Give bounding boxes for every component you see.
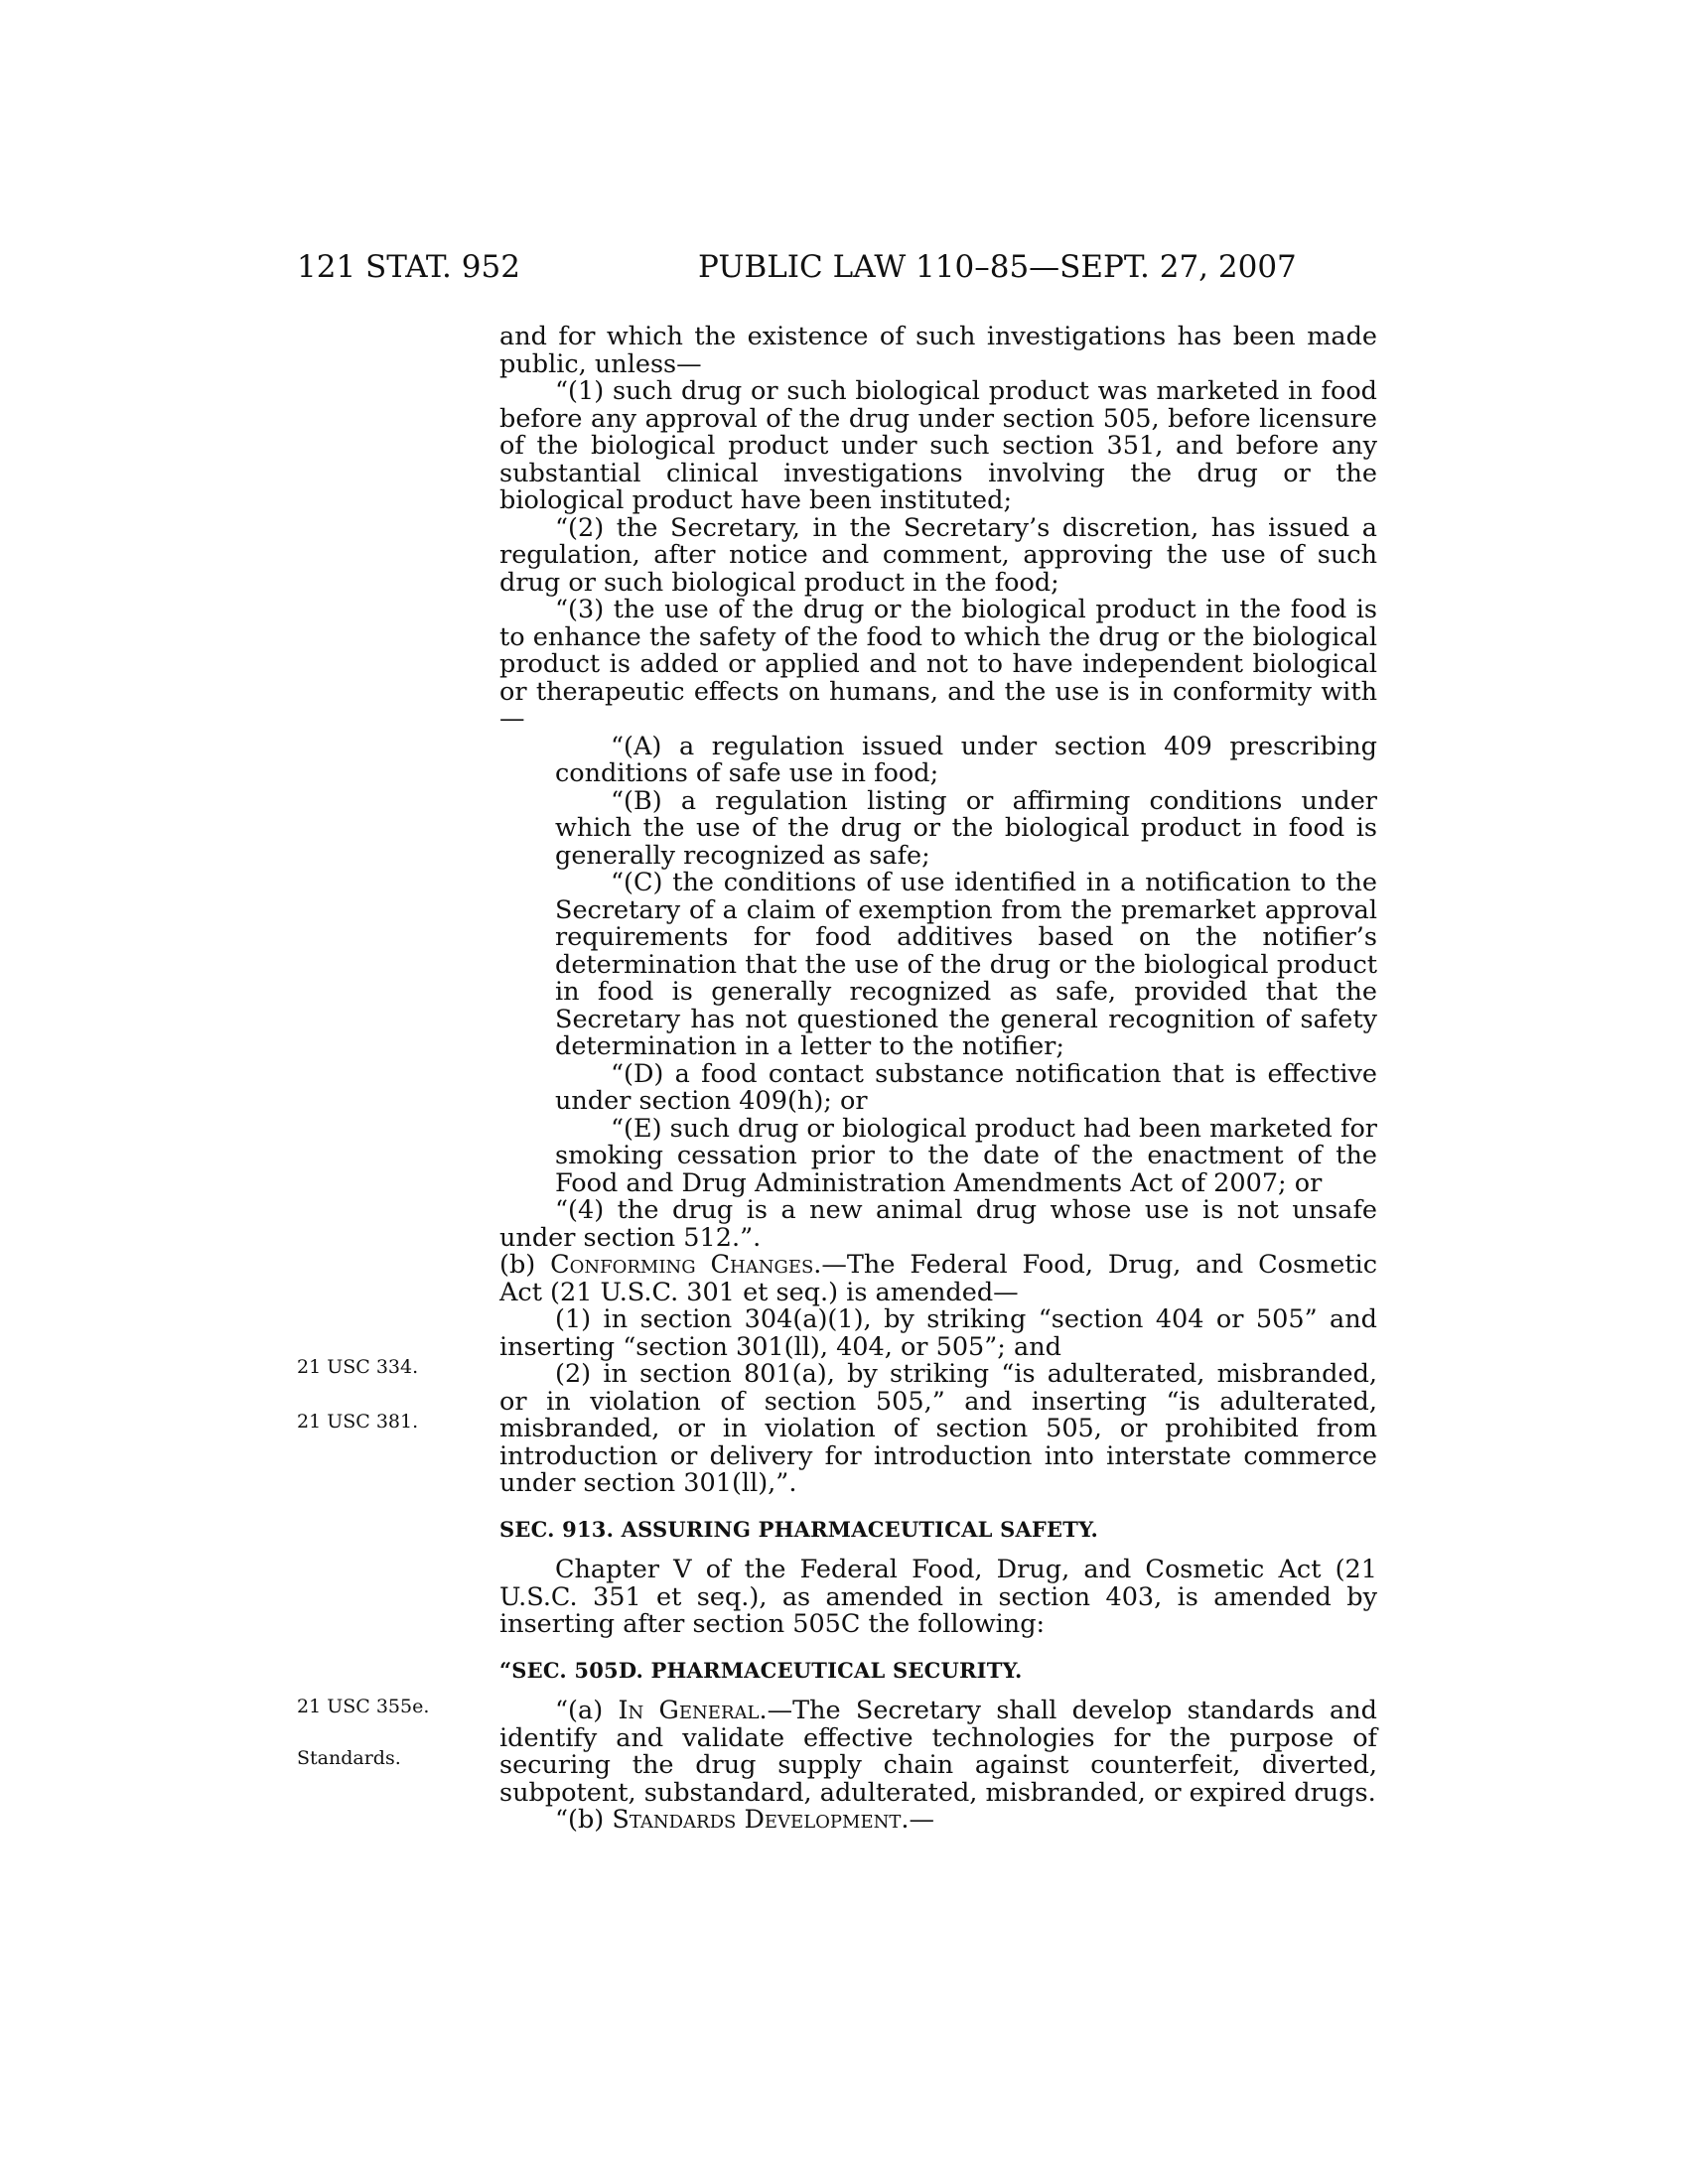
subsection-dash: — bbox=[909, 1805, 934, 1835]
margin-note-usc334: 21 USC 334. bbox=[297, 1356, 419, 1378]
paragraph-a: “(A) a regulation issued under section 409 prescribing conditions of safe use in food; bbox=[555, 731, 1377, 788]
subsection-heading: Standards Development. bbox=[612, 1805, 910, 1835]
paragraph-505d-b bbox=[499, 1807, 1377, 1835]
paragraph-b: “(B) a regulation listing or affirming conditions under which the use of the drug or the biological product in food is generally recognized as safe; bbox=[555, 785, 1377, 871]
section-505d-heading: “SEC. 505D. PHARMACEUTICAL SECURITY. bbox=[499, 1657, 1023, 1683]
paragraph-conforming-1: (1) in section 304(a)(1), by striking “section 404 or 505” and inserting “section 301(ll), 404, or 505”; and bbox=[499, 1304, 1377, 1362]
margin-note-usc381: 21 USC 381. bbox=[297, 1411, 419, 1433]
subsection-heading: In General. bbox=[618, 1696, 768, 1725]
paragraph-913: Chapter V of the Federal Food, Drug, and Cosmetic Act (21 U.S.C. 351 et seq.), as amended in section 403, is amended by inserting after section 505C the following: bbox=[499, 1555, 1377, 1639]
document-body bbox=[499, 324, 1377, 1835]
paragraph-e: “(E) such drug or biological product had been marketed for smoking cessation prior to the date of the enactment of the Food and Drug Administration Amendments Act of 2007; or bbox=[555, 1113, 1377, 1198]
subsection-label: “(b) bbox=[555, 1805, 613, 1835]
paragraph-d: “(D) a food contact substance notification that is effective under section 409(h); or bbox=[555, 1058, 1377, 1116]
paragraph-intro: and for which the existence of such investigations has been made public, unless— bbox=[499, 322, 1377, 379]
margin-note-standards: Standards. bbox=[297, 1747, 401, 1769]
subsection-label: (b) bbox=[499, 1250, 551, 1280]
paragraph-c: “(C) the conditions of use identified in a notification to the Secretary of a claim of exemption from the premarket approval requirements for food additives based on the notifier’s determination that the use of the drug or the biological product in food is generally recognized as safe, provided that the Secretary has not questioned the general recognition of safety determination in a letter to the notifier; bbox=[555, 868, 1377, 1061]
paragraph-3: “(3) the use of the drug or the biological product in the food is to enhance the safety of the food to which the drug or the biological product is added or applied and not to have independent biological or therapeutic effects on humans, and the use is in conformity with— bbox=[499, 595, 1377, 734]
paragraph-conforming-2: (2) in section 801(a), by striking “is adulterated, misbranded, or in violation of section 505,” and inserting “is adulterated, misbranded, or in violation of section 505, or prohibited from introduction or delivery for introduction into interstate commerce under section 301(ll),”. bbox=[499, 1359, 1377, 1498]
page-stat-number: 121 STAT. 952 bbox=[297, 249, 520, 285]
subsection-heading: Conforming Changes. bbox=[550, 1250, 822, 1280]
subsection-label: “(a) bbox=[555, 1696, 619, 1725]
paragraph-conforming bbox=[499, 1252, 1377, 1306]
subsection-text: —The Federal Food, Drug, and Cosmetic Act (21 U.S.C. 301 et seq.) is amended— bbox=[499, 1250, 1377, 1307]
paragraph-505d-a bbox=[499, 1698, 1377, 1807]
section-913-heading: SEC. 913. ASSURING PHARMACEUTICAL SAFETY. bbox=[499, 1516, 1099, 1542]
margin-note-usc355e: 21 USC 355e. bbox=[297, 1696, 430, 1717]
paragraph-2: “(2) the Secretary, in the Secretary’s discretion, has issued a regulation, after notice and comment, approving the use of such drug or such biological product in the food; bbox=[499, 512, 1377, 598]
paragraph-1: “(1) such drug or such biological product was marketed in food before any approval of the drug under section 505, before licensure of the biological product under such section 351, and before any substantial clinical investigations involving the drug or the biological product have been instituted; bbox=[499, 376, 1377, 515]
paragraph-4: “(4) the drug is a new animal drug whose use is not unsafe under section 512.”. bbox=[499, 1195, 1377, 1253]
page-running-header: PUBLIC LAW 110–85—SEPT. 27, 2007 bbox=[698, 249, 1297, 285]
subsection-text: —The Secretary shall develop standards and identify and validate effective technologies for the purpose of securing the drug supply chain against counterfeit, diverted, subpotent, substandard, adulterated, misbranded, or expired drugs. bbox=[499, 1696, 1377, 1808]
